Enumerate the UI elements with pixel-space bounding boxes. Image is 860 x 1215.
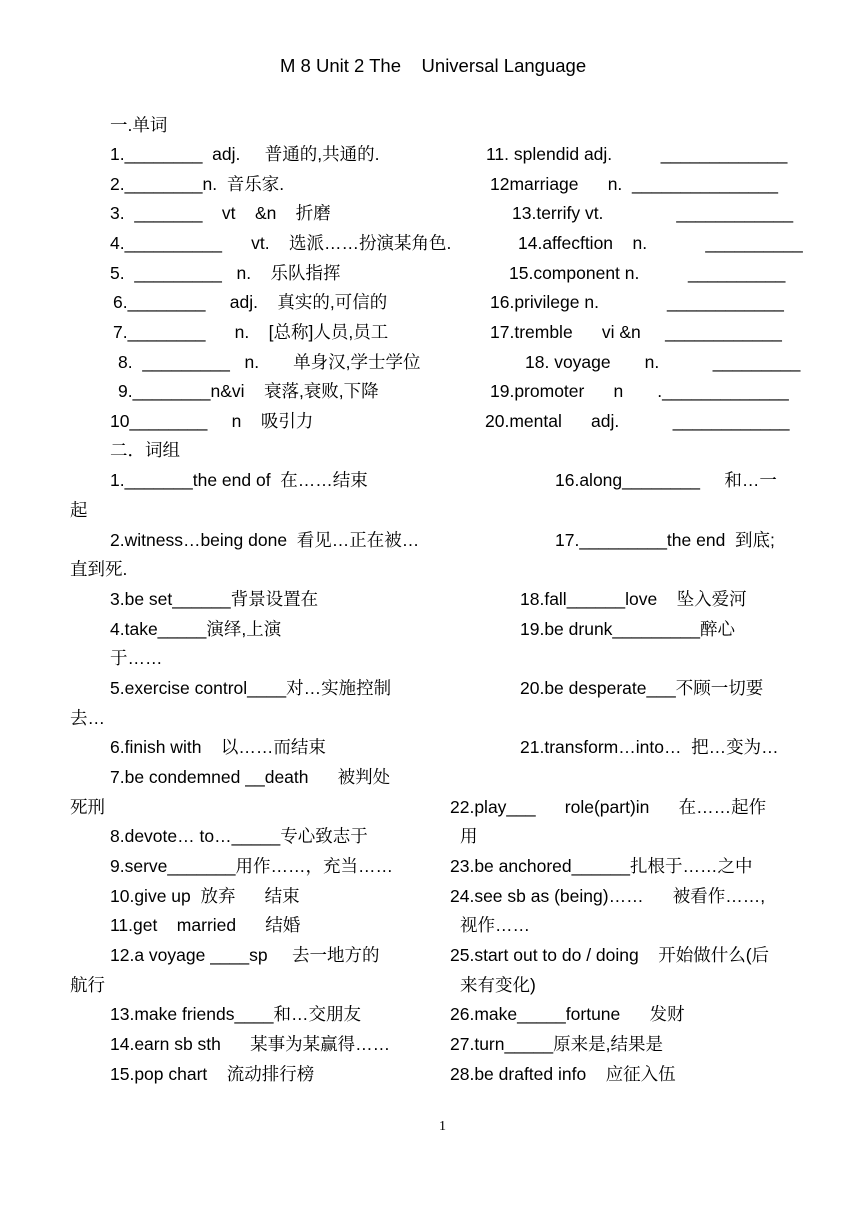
phrase-line: 24.see sb as (being)…… 被看作……, [450, 886, 766, 906]
phrase-line: 用 [460, 826, 478, 846]
phrase-line: 7.be condemned __death 被判处 [110, 767, 391, 787]
phrase-line: 17._________the end 到底; [555, 530, 775, 550]
phrase-line: 27.turn_____原来是,结果是 [450, 1034, 664, 1054]
page-title: M 8 Unit 2 The Universal Language [280, 55, 587, 76]
phrase-line: 1._______the end of 在……结束 [110, 470, 368, 490]
phrase-line: 直到死. [70, 559, 128, 579]
vocab-item: 6.________ adj. 真实的,可信的 [113, 292, 388, 312]
vocab-item: 14.affecftion n. __________ [518, 233, 803, 253]
vocab-item: 9.________n&vi 衰落,衰败,下降 [118, 381, 379, 401]
vocab-item: 1.________ adj. 普通的,共通的. [110, 144, 380, 164]
phrase-line: 视作…… [460, 915, 530, 935]
vocab-item: 7.________ n. [总称]人员,员工 [113, 322, 389, 342]
phrase-line: 于…… [110, 648, 163, 668]
vocab-item: 16.privilege n. ____________ [490, 292, 784, 312]
vocab-item: 20.mental adj. ____________ [485, 411, 790, 431]
section-heading: 二．词组 [110, 440, 180, 460]
phrase-line: 去… [70, 708, 105, 728]
vocab-item: 5. _________ n. 乐队指挥 [110, 263, 341, 283]
phrase-line: 8.devote… to…_____专心致志于 [110, 826, 368, 846]
section-heading: 一.单词 [110, 115, 168, 135]
phrase-line: 19.be drunk_________醉心 [520, 619, 736, 639]
phrase-line: 20.be desperate___不顾一切要 [520, 678, 764, 698]
phrase-line: 28.be drafted info 应征入伍 [450, 1064, 676, 1084]
vocab-item: 2.________n. 音乐家. [110, 174, 285, 194]
phrase-line: 9.serve_______用作……，充当…… [110, 856, 394, 876]
vocab-item: 4.__________ vt. 选派……扮演某角色. [110, 233, 452, 253]
phrase-line: 来有变化) [460, 975, 536, 995]
phrase-line: 死刑 [70, 797, 105, 817]
vocab-item: 15.component n. __________ [509, 263, 786, 283]
phrase-line: 25.start out to do / doing 开始做什么(后 [450, 945, 770, 965]
vocab-item: 10________ n 吸引力 [110, 411, 314, 431]
phrase-line: 26.make_____fortune 发财 [450, 1004, 685, 1024]
phrase-line: 6.finish with 以……而结束 [110, 737, 326, 757]
phrase-line: 2.witness…being done 看见…正在被… [110, 530, 420, 550]
phrase-line: 21.transform…into… 把…变为… [520, 737, 779, 757]
vocab-item: 8. _________ n. 单身汉,学士学位 [118, 352, 421, 372]
phrase-line: 23.be anchored______扎根于……之中 [450, 856, 753, 876]
phrase-line: 13.make friends____和…交朋友 [110, 1004, 361, 1024]
vocab-item: 13.terrify vt. ____________ [512, 203, 794, 223]
phrase-line: 5.exercise control____对…实施控制 [110, 678, 392, 698]
phrase-line: 航行 [70, 975, 105, 995]
vocab-item: 19.promoter n ._____________ [490, 381, 789, 401]
vocab-item: 18. voyage n. _________ [525, 352, 801, 372]
phrase-line: 起 [70, 500, 88, 520]
phrase-line: 14.earn sb sth 某事为某赢得…… [110, 1034, 391, 1054]
phrase-line: 18.fall______love 坠入爱河 [520, 589, 747, 609]
page-number: 1 [439, 1119, 446, 1134]
vocab-item: 12marriage n. _______________ [490, 174, 778, 194]
phrase-line: 12.a voyage ____sp 去一地方的 [110, 945, 380, 965]
phrase-line: 15.pop chart 流动排行榜 [110, 1064, 315, 1084]
phrase-line: 11.get married 结婚 [110, 915, 301, 935]
phrase-line: 16.along________ 和…一 [555, 470, 777, 490]
phrase-line: 10.give up 放弃 结束 [110, 886, 300, 906]
vocab-item: 11. splendid adj. _____________ [486, 144, 788, 164]
phrase-line: 22.play___ role(part)in 在……起作 [450, 797, 767, 817]
vocab-item: 3. _______ vt &n 折磨 [110, 203, 331, 223]
phrase-line: 4.take_____演绎,上演 [110, 619, 282, 639]
vocab-item: 17.tremble vi &n ____________ [490, 322, 782, 342]
phrase-line: 3.be set______背景设置在 [110, 589, 319, 609]
